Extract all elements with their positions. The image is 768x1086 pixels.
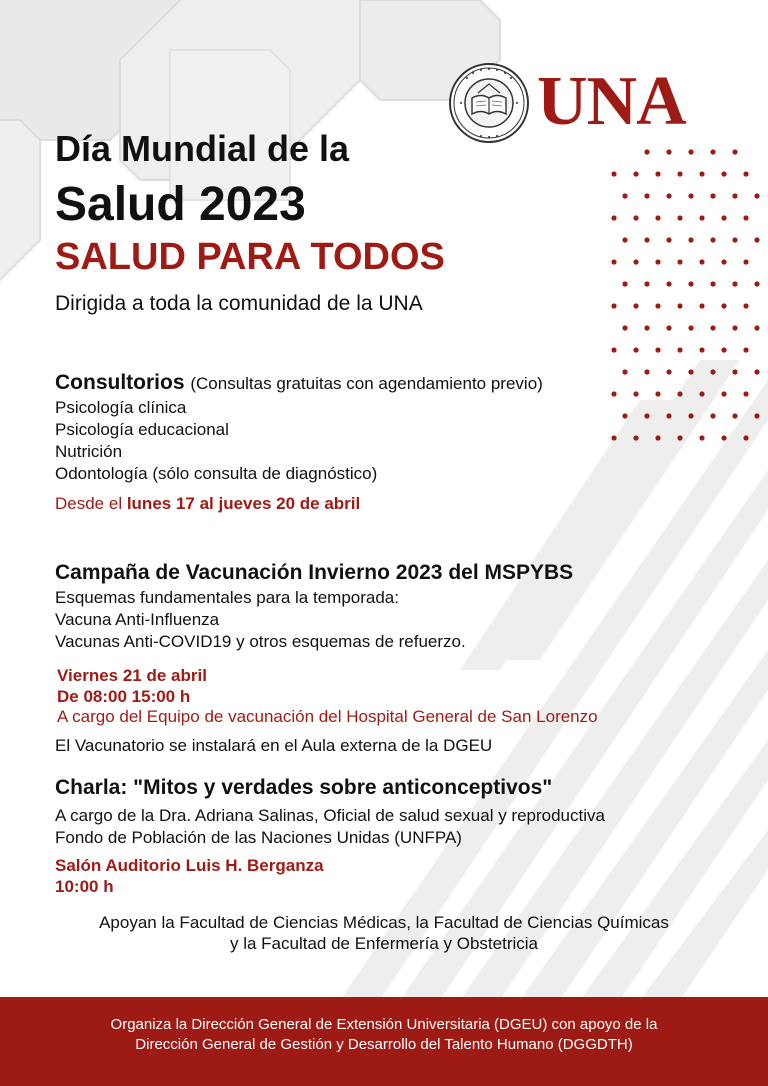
decor-dot [611,391,616,396]
footer-line-2: Dirección General de Gestión y Desarrollo del Talento Humano (DGGDTH) [135,1036,633,1053]
decor-dot [655,215,660,220]
title-line-2: Salud 2023 [55,178,306,231]
decor-dot [732,413,737,418]
decor-dot [754,325,759,330]
decor-dot [688,369,693,374]
dates-range: lunes 17 al jueves 20 de abril [126,494,361,513]
decor-dot [633,347,638,352]
vacunacion-heading: Campaña de Vacunación Invierno 2023 del MSPYBS [55,561,574,584]
vacunacion-line: Vacuna Anti-Influenza [55,610,220,629]
consultorio-item: Odontología (sólo consulta de diagnóstico) [55,464,378,483]
decor-dot [699,347,704,352]
una-logo: UNA [537,63,686,140]
decor-dot [699,391,704,396]
consultorios-title: Consultorios [55,371,185,394]
decor-dot [688,237,693,242]
decor-dot [611,171,616,176]
vacunacion-team: A cargo del Equipo de vacunación del Hospital General de San Lorenzo [57,707,598,726]
decor-dot [622,237,627,242]
decor-dot [721,435,726,440]
decor-dot [677,215,682,220]
decor-dot [644,281,649,286]
decor-dot [721,171,726,176]
decor-dot [743,303,748,308]
decor-dot [754,413,759,418]
decor-dot [710,237,715,242]
decor-dot [633,215,638,220]
decor-dot [611,303,616,308]
charla-line: A cargo de la Dra. Adriana Salinas, Oficial de salud sexual y reproductiva [55,806,605,825]
decor-dot [611,435,616,440]
decor-dot [721,259,726,264]
decor-dot [688,149,693,154]
decor-dot [721,215,726,220]
decor-dot [622,281,627,286]
decor-dot [633,259,638,264]
decor-dot [644,149,649,154]
charla-time: 10:00 h [55,877,114,896]
decor-dot [677,171,682,176]
consultorio-item: Psicología clínica [55,398,187,417]
decor-dot [743,171,748,176]
decor-dot [710,413,715,418]
consultorios-note: (Consultas gratuitas con agendamiento previo) [190,374,543,393]
decor-dot [677,391,682,396]
slogan: SALUD PARA TODOS [55,236,445,278]
vacunacion-line: Vacunas Anti-COVID19 y otros esquemas de refuerzo. [55,632,466,651]
decor-dot [732,281,737,286]
decor-dot [622,413,627,418]
decor-dot [721,303,726,308]
charla-venue: Salón Auditorio Luis H. Berganza [55,856,324,875]
decor-dot [677,259,682,264]
consultorios-dates [55,493,360,515]
decor-dot [721,347,726,352]
decor-dot [743,347,748,352]
decor-dot [644,193,649,198]
footer-line-1: Organiza la Dirección General de Extensión Universitaria (DGEU) con apoyo de la [110,1016,658,1033]
decor-dot [666,369,671,374]
charla-heading: Charla: "Mitos y verdades sobre anticonceptivos" [55,776,553,799]
decor-dot [677,303,682,308]
decor-dot [622,193,627,198]
decor-dot [732,149,737,154]
decor-dot [622,369,627,374]
decor-dot [655,435,660,440]
decor-dot [688,193,693,198]
decor-dot [710,193,715,198]
support-line-1: Apoyan la Facultad de Ciencias Médicas, la Facultad de Ciencias Químicas [99,913,669,932]
decor-dot [644,369,649,374]
decor-dot [743,391,748,396]
decor-dot [754,193,759,198]
decor-dot [732,369,737,374]
decor-dot [633,391,638,396]
subtitle: Dirigida a toda la comunidad de la UNA [55,292,423,315]
decor-dot [655,347,660,352]
decor-dot [732,237,737,242]
title-line-1: Día Mundial de la [55,128,350,169]
decor-dot [710,325,715,330]
consultorio-item: Psicología educacional [55,420,229,439]
university-seal [448,62,530,144]
decor-dot [754,369,759,374]
decor-dot [677,435,682,440]
decor-dot [666,149,671,154]
decor-dot [754,281,759,286]
decor-dot [644,325,649,330]
decor-dot [688,325,693,330]
vacunacion-time: De 08:00 15:00 h [57,687,191,706]
decor-dot [611,259,616,264]
bg-square-5 [0,120,40,290]
decor-dot [633,303,638,308]
decor-dot [699,259,704,264]
vacunacion-day: Viernes 21 de abril [57,666,207,685]
decor-dot [710,281,715,286]
decor-dot [699,303,704,308]
consultorios-heading [55,370,543,397]
decor-dot [754,237,759,242]
decor-dot [699,215,704,220]
decor-dot [721,391,726,396]
decor-dot [611,215,616,220]
decor-dot [699,435,704,440]
decor-dot [655,391,660,396]
decor-dot [666,237,671,242]
decor-dot [732,193,737,198]
decor-dot [666,193,671,198]
support-line-2: y la Facultad de Enfermería y Obstetricia [229,934,539,953]
decor-dot [655,259,660,264]
decor-dot [633,435,638,440]
decor-dot [732,325,737,330]
decor-dot [644,237,649,242]
charla-line: Fondo de Población de las Naciones Unidas (UNFPA) [55,828,462,847]
decor-dot [743,215,748,220]
decor-dot [655,171,660,176]
decor-dot [743,435,748,440]
decor-dot [699,171,704,176]
decor-dot [677,347,682,352]
bg-stripes [340,360,768,1000]
decor-dot [655,303,660,308]
dates-prefix: Desde el [55,494,127,513]
decor-dot [688,413,693,418]
decor-dot [633,171,638,176]
decor-dot [710,369,715,374]
footer-band [0,997,768,1086]
decor-dot [644,413,649,418]
decor-dot [666,281,671,286]
decor-dot [611,347,616,352]
decor-dot [743,259,748,264]
decor-dot [666,413,671,418]
decor-dot [666,325,671,330]
decor-dot [622,325,627,330]
decor-dot [710,149,715,154]
vacunacion-line: Esquemas fundamentales para la temporada: [55,588,399,607]
decor-dot [688,281,693,286]
vacunacion-location: El Vacunatorio se instalará en el Aula externa de la DGEU [55,736,493,755]
consultorio-item: Nutrición [55,442,123,461]
